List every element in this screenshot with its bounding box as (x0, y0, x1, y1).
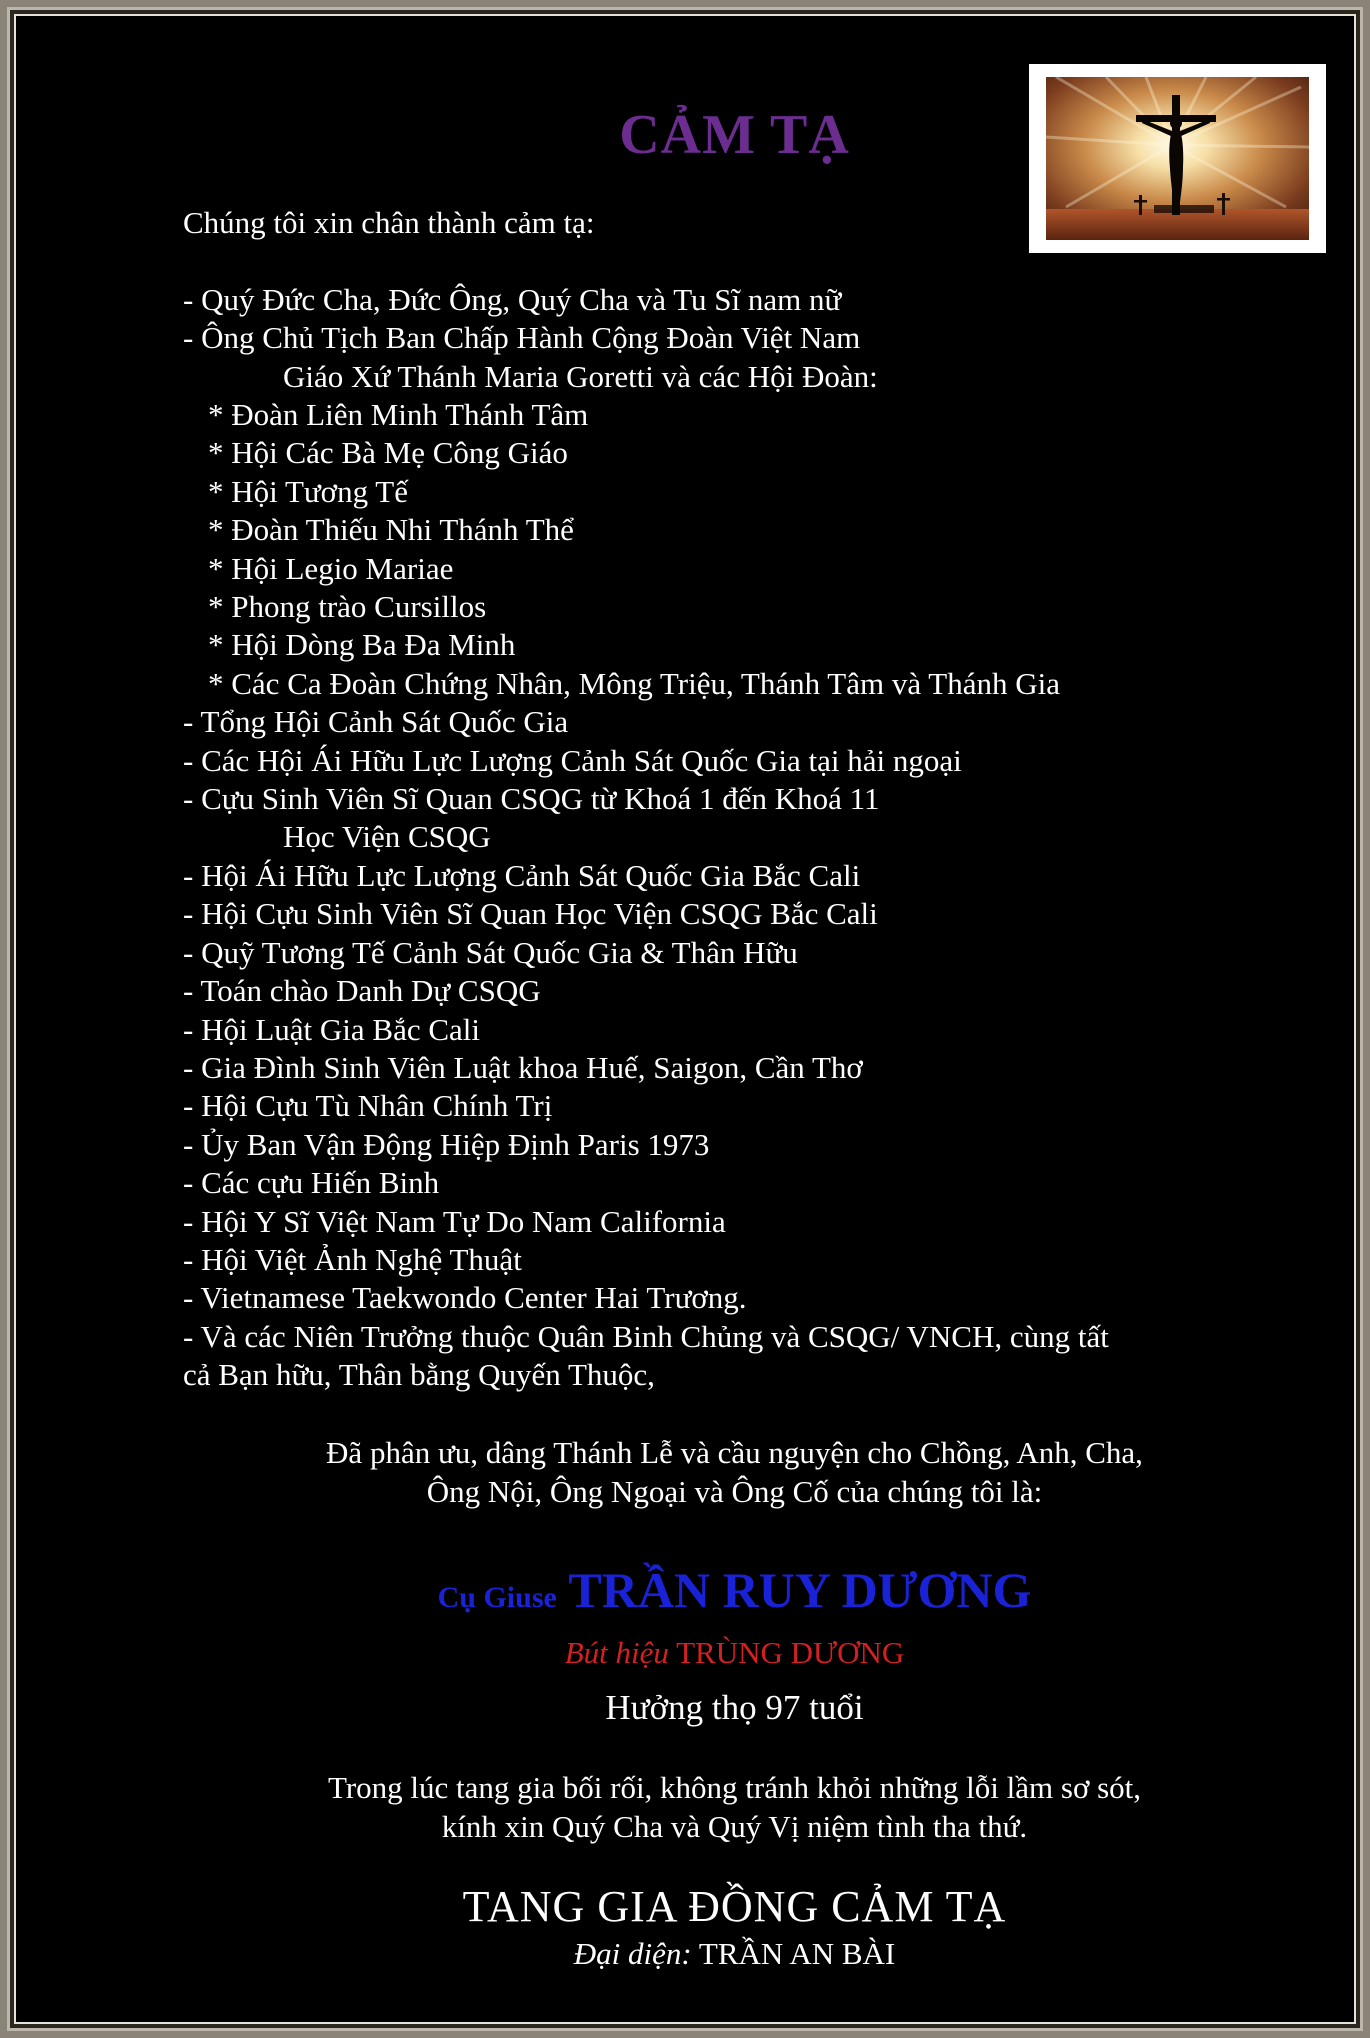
thanks-line: - Hội Y Sĩ Việt Nam Tự Do Nam California (183, 1203, 726, 1239)
mourning-line: Đã phân ưu, dâng Thánh Lễ và cầu nguyện cho Chồng, Anh, Cha, (326, 1435, 1143, 1470)
thanks-line: cả Bạn hữu, Thân bằng Quyến Thuộc, (183, 1357, 655, 1393)
thanks-line: - Vietnamese Taekwondo Center Hai Trương. (183, 1280, 747, 1316)
deceased-prefix: Cụ Giuse (437, 1581, 557, 1614)
page-title: CẢM TẠ (619, 104, 850, 166)
thanks-line: - Hội Cựu Tù Nhân Chính Trị (183, 1088, 553, 1124)
thanks-line: - Cựu Sinh Viên Sĩ Quan CSQG từ Khoá 1 đến Khoá 11 (183, 781, 880, 817)
thanks-line: * Phong trào Cursillos (208, 589, 487, 625)
deceased-fullname: TRẦN RUY DƯƠNG (568, 1562, 1032, 1618)
thanks-line: * Hội Legio Mariae (208, 550, 454, 586)
thanks-line: Học Viện CSQG (283, 819, 491, 855)
thanks-line: - Các Hội Ái Hữu Lực Lượng Cảnh Sát Quốc Gia tại hải ngoại (183, 742, 962, 778)
representative-name: TRẦN AN BÀI (698, 1936, 896, 1971)
thanks-line: - Hội Việt Ảnh Nghệ Thuật (183, 1241, 522, 1277)
thanks-line: * Hội Dòng Ba Đa Minh (208, 627, 516, 663)
thanks-line: * Các Ca Đoàn Chứng Nhân, Mông Triệu, Thánh Tâm và Thánh Gia (208, 665, 1060, 701)
memorial-card (14, 14, 1356, 2024)
age-line: Hưởng thọ 97 tuổi (605, 1688, 864, 1727)
deceased-name (16, 1560, 1370, 1628)
representative (16, 1934, 1370, 1974)
thanks-line: * Đoàn Liên Minh Thánh Tâm (208, 397, 589, 433)
apology-paragraph (16, 1768, 1370, 1846)
apology-line: Trong lúc tang gia bối rối, không tránh khỏi những lỗi lầm sơ sót, (327, 1770, 1142, 1805)
thanks-list (183, 281, 1223, 1395)
representative-label: Đại diện: (573, 1936, 692, 1971)
thanks-line: - Các cựu Hiến Binh (183, 1165, 440, 1201)
thanks-line: - Quỹ Tương Tế Cảnh Sát Quốc Gia & Thân Hữu (183, 934, 798, 970)
pen-name-value: TRÙNG DƯƠNG (676, 1635, 905, 1670)
thanks-line: - Ủy Ban Vận Động Hiệp Định Paris 1973 (183, 1126, 710, 1162)
pen-name (16, 1633, 1370, 1673)
apology-line: kính xin Quý Cha và Quý Vị niệm tình tha thứ. (441, 1809, 1028, 1844)
thanks-line: - Tổng Hội Cảnh Sát Quốc Gia (183, 704, 569, 740)
thanks-line: - Hội Ái Hữu Lực Lượng Cảnh Sát Quốc Gia Bắc Cali (183, 857, 861, 893)
thanks-line: * Hội Tương Tế (208, 473, 408, 509)
thanks-line: - Ông Chủ Tịch Ban Chấp Hành Cộng Đoàn Việt Nam (183, 320, 861, 356)
thanks-line: - Toán chào Danh Dự CSQG (183, 973, 541, 1009)
thanks-line: Giáo Xứ Thánh Maria Goretti và các Hội Đoàn: (283, 358, 878, 394)
thanks-line: * Hội Các Bà Mẹ Công Giáo (208, 435, 568, 471)
thanks-line: - Gia Đình Sinh Viên Luật khoa Huế, Saigon, Cần Thơ (183, 1049, 863, 1085)
spacer (183, 242, 1223, 280)
thanks-line: - Hội Luật Gia Bắc Cali (183, 1011, 480, 1047)
closing-title: TANG GIA ĐỒNG CẢM TẠ (462, 1882, 1007, 1931)
thanks-line: - Quý Đức Cha, Đức Ông, Quý Cha và Tu Sĩ nam nữ (183, 281, 842, 317)
thanks-body (183, 204, 1223, 1395)
thanks-line: * Đoàn Thiếu Nhi Thánh Thể (208, 512, 574, 548)
pen-name-label: Bút hiệu (564, 1635, 669, 1670)
thanks-line: - Và các Niên Trưởng thuộc Quân Binh Chủng và CSQG/ VNCH, cùng tất (183, 1318, 1109, 1354)
mourning-paragraph (16, 1433, 1370, 1511)
intro-line: Chúng tôi xin chân thành cảm tạ: (183, 205, 595, 240)
thanks-line: - Hội Cựu Sinh Viên Sĩ Quan Học Viện CSQG Bắc Cali (183, 896, 878, 932)
mourning-line: Ông Nội, Ông Ngoại và Ông Cố của chúng tôi là: (426, 1474, 1043, 1509)
